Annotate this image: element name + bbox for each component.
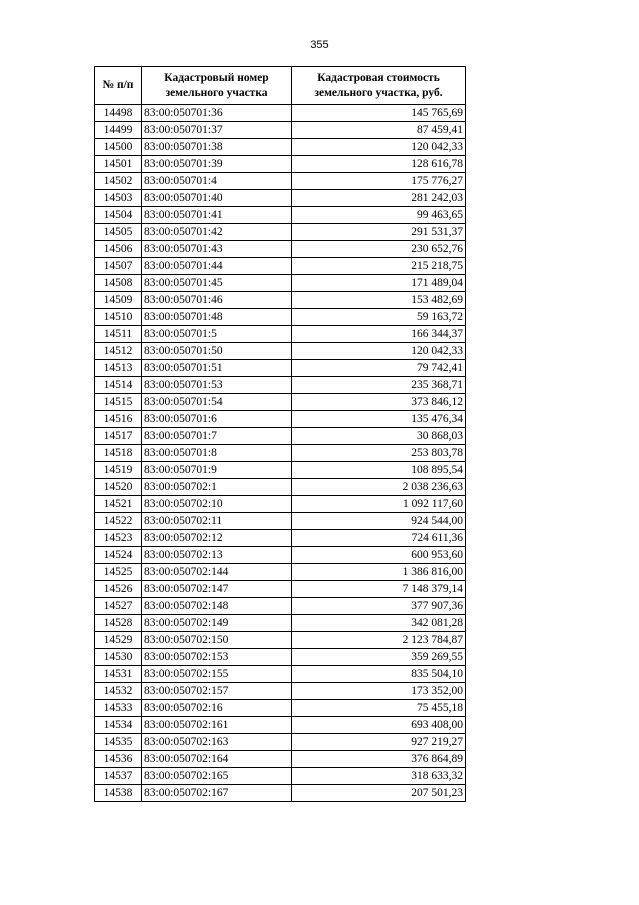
- cadastral-number-cell: 83:00:050701:50: [142, 343, 292, 360]
- cadastral-number-cell: 83:00:050702:13: [142, 547, 292, 564]
- header-cadastral-number: Кадастровый номер земельного участка: [142, 67, 292, 105]
- cadastral-number-cell: 83:00:050702:167: [142, 785, 292, 802]
- cadastral-value-cell: 230 652,76: [292, 241, 466, 258]
- cadastral-value-cell: 281 242,03: [292, 190, 466, 207]
- row-number-cell: 14533: [95, 700, 142, 717]
- table-row: [95, 275, 466, 292]
- cadastral-number-cell: 83:00:050702:155: [142, 666, 292, 683]
- cadastral-number-cell: 83:00:050701:8: [142, 445, 292, 462]
- cadastral-number-cell: 83:00:050702:163: [142, 734, 292, 751]
- row-number-cell: 14522: [95, 513, 142, 530]
- cadastral-number-cell: 83:00:050702:147: [142, 581, 292, 598]
- table-row: [95, 241, 466, 258]
- row-number-cell: 14534: [95, 717, 142, 734]
- row-number-cell: 14507: [95, 258, 142, 275]
- header-number: № п/п: [95, 67, 142, 105]
- table-row: [95, 411, 466, 428]
- row-number-cell: 14500: [95, 139, 142, 156]
- cadastral-number-cell: 83:00:050702:165: [142, 768, 292, 785]
- cadastral-value-cell: 175 776,27: [292, 173, 466, 190]
- table-row: [95, 394, 466, 411]
- cadastral-value-cell: 166 344,37: [292, 326, 466, 343]
- table-row: [95, 309, 466, 326]
- table-row: [95, 632, 466, 649]
- cadastral-value-cell: 724 611,36: [292, 530, 466, 547]
- cadastral-value-cell: 173 352,00: [292, 683, 466, 700]
- table-row: [95, 445, 466, 462]
- cadastral-number-cell: 83:00:050702:164: [142, 751, 292, 768]
- cadastral-value-cell: 87 459,41: [292, 122, 466, 139]
- cadastral-number-cell: 83:00:050701:45: [142, 275, 292, 292]
- table-row: [95, 207, 466, 224]
- row-number-cell: 14512: [95, 343, 142, 360]
- table-row: [95, 581, 466, 598]
- row-number-cell: 14532: [95, 683, 142, 700]
- row-number-cell: 14501: [95, 156, 142, 173]
- row-number-cell: 14513: [95, 360, 142, 377]
- table-row: [95, 785, 466, 802]
- table-row: [95, 462, 466, 479]
- row-number-cell: 14511: [95, 326, 142, 343]
- table-row: [95, 258, 466, 275]
- cadastral-number-cell: 83:00:050701:51: [142, 360, 292, 377]
- cadastral-value-cell: 359 269,55: [292, 649, 466, 666]
- row-number-cell: 14508: [95, 275, 142, 292]
- cadastral-number-cell: 83:00:050702:10: [142, 496, 292, 513]
- cadastral-number-cell: 83:00:050701:40: [142, 190, 292, 207]
- table-row: [95, 513, 466, 530]
- table-row: [95, 649, 466, 666]
- cadastral-value-cell: 342 081,28: [292, 615, 466, 632]
- table-row: [95, 105, 466, 122]
- table-row: [95, 496, 466, 513]
- row-number-cell: 14525: [95, 564, 142, 581]
- row-number-cell: 14527: [95, 598, 142, 615]
- row-number-cell: 14510: [95, 309, 142, 326]
- table-row: [95, 683, 466, 700]
- cadastral-value-cell: 2 038 236,63: [292, 479, 466, 496]
- cadastral-number-cell: 83:00:050701:9: [142, 462, 292, 479]
- table-row: [95, 122, 466, 139]
- cadastral-value-cell: 79 742,41: [292, 360, 466, 377]
- row-number-cell: 14515: [95, 394, 142, 411]
- cadastral-number-cell: 83:00:050702:1: [142, 479, 292, 496]
- table-row: [95, 139, 466, 156]
- cadastral-value-cell: 207 501,23: [292, 785, 466, 802]
- table-row: [95, 598, 466, 615]
- row-number-cell: 14504: [95, 207, 142, 224]
- cadastral-number-cell: 83:00:050702:161: [142, 717, 292, 734]
- cadastral-number-cell: 83:00:050702:12: [142, 530, 292, 547]
- cadastral-value-cell: 373 846,12: [292, 394, 466, 411]
- cadastral-value-cell: 1 386 816,00: [292, 564, 466, 581]
- row-number-cell: 14535: [95, 734, 142, 751]
- cadastral-value-cell: 253 803,78: [292, 445, 466, 462]
- cadastral-number-cell: 83:00:050702:149: [142, 615, 292, 632]
- cadastral-number-cell: 83:00:050701:42: [142, 224, 292, 241]
- cadastral-value-cell: 145 765,69: [292, 105, 466, 122]
- cadastral-value-cell: 135 476,34: [292, 411, 466, 428]
- cadastral-value-cell: 600 953,60: [292, 547, 466, 564]
- table-row: [95, 343, 466, 360]
- cadastral-number-cell: 83:00:050702:11: [142, 513, 292, 530]
- cadastral-number-cell: 83:00:050701:38: [142, 139, 292, 156]
- cadastral-value-cell: 377 907,36: [292, 598, 466, 615]
- row-number-cell: 14502: [95, 173, 142, 190]
- cadastral-number-cell: 83:00:050701:48: [142, 309, 292, 326]
- table-row: [95, 547, 466, 564]
- table-row: [95, 190, 466, 207]
- table-row: [95, 717, 466, 734]
- cadastral-value-cell: 291 531,37: [292, 224, 466, 241]
- cadastral-number-cell: 83:00:050702:157: [142, 683, 292, 700]
- row-number-cell: 14517: [95, 428, 142, 445]
- cadastral-number-cell: 83:00:050701:4: [142, 173, 292, 190]
- table-row: [95, 751, 466, 768]
- cadastral-value-cell: 120 042,33: [292, 343, 466, 360]
- cadastral-number-cell: 83:00:050702:16: [142, 700, 292, 717]
- cadastral-number-cell: 83:00:050702:150: [142, 632, 292, 649]
- cadastral-value-cell: 59 163,72: [292, 309, 466, 326]
- cadastral-value-cell: 7 148 379,14: [292, 581, 466, 598]
- row-number-cell: 14498: [95, 105, 142, 122]
- cadastral-number-cell: 83:00:050701:44: [142, 258, 292, 275]
- row-number-cell: 14499: [95, 122, 142, 139]
- cadastral-value-cell: 376 864,89: [292, 751, 466, 768]
- cadastral-value-cell: 693 408,00: [292, 717, 466, 734]
- cadastral-value-table: [94, 66, 466, 802]
- row-number-cell: 14528: [95, 615, 142, 632]
- row-number-cell: 14529: [95, 632, 142, 649]
- cadastral-value-cell: 927 219,27: [292, 734, 466, 751]
- table-row: [95, 360, 466, 377]
- row-number-cell: 14505: [95, 224, 142, 241]
- cadastral-number-cell: 83:00:050701:7: [142, 428, 292, 445]
- cadastral-value-cell: 2 123 784,87: [292, 632, 466, 649]
- row-number-cell: 14518: [95, 445, 142, 462]
- table-row: [95, 734, 466, 751]
- table-row: [95, 292, 466, 309]
- row-number-cell: 14537: [95, 768, 142, 785]
- cadastral-value-cell: 215 218,75: [292, 258, 466, 275]
- cadastral-value-cell: 1 092 117,60: [292, 496, 466, 513]
- cadastral-value-cell: 128 616,78: [292, 156, 466, 173]
- table-row: [95, 428, 466, 445]
- row-number-cell: 14514: [95, 377, 142, 394]
- cadastral-value-cell: 171 489,04: [292, 275, 466, 292]
- row-number-cell: 14520: [95, 479, 142, 496]
- cadastral-number-cell: 83:00:050701:43: [142, 241, 292, 258]
- cadastral-value-cell: 235 368,71: [292, 377, 466, 394]
- cadastral-number-cell: 83:00:050701:6: [142, 411, 292, 428]
- table-row: [95, 615, 466, 632]
- row-number-cell: 14526: [95, 581, 142, 598]
- cadastral-value-cell: 75 455,18: [292, 700, 466, 717]
- cadastral-number-cell: 83:00:050701:54: [142, 394, 292, 411]
- header-row: [95, 67, 466, 105]
- row-number-cell: 14516: [95, 411, 142, 428]
- table-row: [95, 479, 466, 496]
- cadastral-value-cell: 835 504,10: [292, 666, 466, 683]
- row-number-cell: 14524: [95, 547, 142, 564]
- row-number-cell: 14531: [95, 666, 142, 683]
- table-row: [95, 377, 466, 394]
- row-number-cell: 14538: [95, 785, 142, 802]
- page-number: 355: [310, 39, 329, 51]
- cadastral-number-cell: 83:00:050701:46: [142, 292, 292, 309]
- table-row: [95, 224, 466, 241]
- cadastral-value-cell: 924 544,00: [292, 513, 466, 530]
- cadastral-value-cell: 153 482,69: [292, 292, 466, 309]
- cadastral-number-cell: 83:00:050701:37: [142, 122, 292, 139]
- row-number-cell: 14506: [95, 241, 142, 258]
- table-row: [95, 156, 466, 173]
- row-number-cell: 14503: [95, 190, 142, 207]
- cadastral-value-cell: 318 633,32: [292, 768, 466, 785]
- cadastral-number-cell: 83:00:050701:41: [142, 207, 292, 224]
- row-number-cell: 14509: [95, 292, 142, 309]
- row-number-cell: 14536: [95, 751, 142, 768]
- cadastral-number-cell: 83:00:050701:39: [142, 156, 292, 173]
- cadastral-number-cell: 83:00:050702:148: [142, 598, 292, 615]
- cadastral-number-cell: 83:00:050701:53: [142, 377, 292, 394]
- table-header: [95, 67, 466, 105]
- header-cadastral-value: Кадастровая стоимость земельного участка, руб.: [292, 67, 466, 105]
- table-body: [95, 105, 466, 802]
- cadastral-value-cell: 99 463,65: [292, 207, 466, 224]
- cadastral-number-cell: 83:00:050702:153: [142, 649, 292, 666]
- table-row: [95, 768, 466, 785]
- cadastral-number-cell: 83:00:050701:5: [142, 326, 292, 343]
- cadastral-value-cell: 108 895,54: [292, 462, 466, 479]
- cadastral-number-cell: 83:00:050702:144: [142, 564, 292, 581]
- cadastral-number-cell: 83:00:050701:36: [142, 105, 292, 122]
- row-number-cell: 14523: [95, 530, 142, 547]
- table-row: [95, 326, 466, 343]
- table-row: [95, 173, 466, 190]
- row-number-cell: 14530: [95, 649, 142, 666]
- cadastral-value-cell: 120 042,33: [292, 139, 466, 156]
- cadastral-value-cell: 30 868,03: [292, 428, 466, 445]
- table-row: [95, 564, 466, 581]
- table-row: [95, 666, 466, 683]
- table-row: [95, 700, 466, 717]
- row-number-cell: 14519: [95, 462, 142, 479]
- row-number-cell: 14521: [95, 496, 142, 513]
- table-row: [95, 530, 466, 547]
